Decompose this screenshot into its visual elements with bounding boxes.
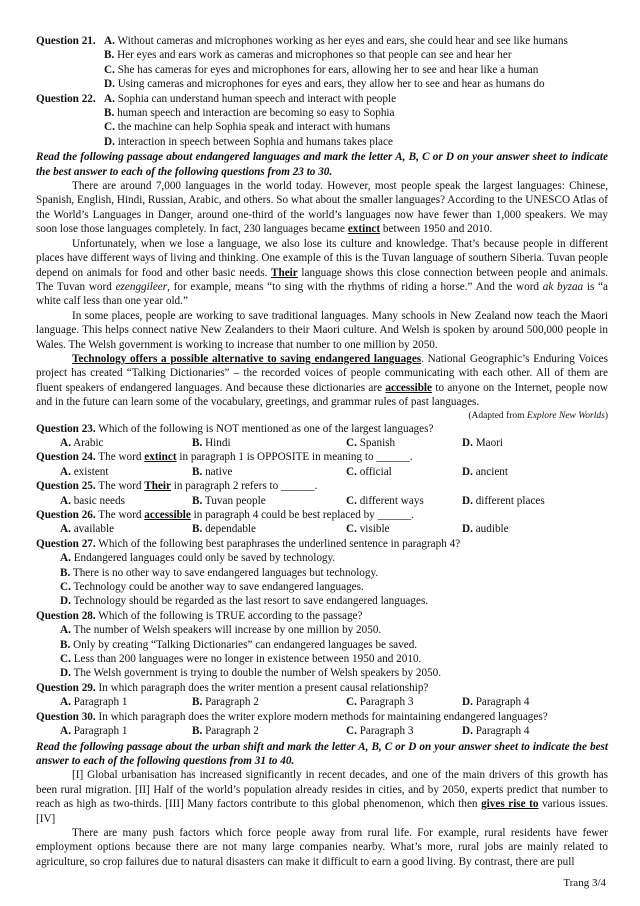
section-instruction: Read the following passage about endangered languages and mark the letter A, B, C or D on your answer sheet to indicate the best answer to each of the following questions from 23 to 30. [36, 151, 608, 178]
question-29: Question 29. In which paragraph does the writer mention a present causal relationship? A. Paragraph 1 B. Paragraph 2 C. Paragraph 3 D. Paragraph 4 [36, 681, 608, 710]
option: A. available [60, 523, 115, 536]
option: C. She has cameras for eyes and microphones for ears, allowing her to see and hear like a human [104, 63, 539, 76]
option: B. native [192, 465, 233, 478]
option: C. Technology could be another way to save endangered languages. [60, 581, 364, 594]
passage-paragraph-4: Technology offers a possible alternative to saving endangered languages. National Geographic’s Enduring Voices project has created “Talking Dictionaries” – the recorded voices of people communicating with each other. All of them are fluent speakers of endangered languages. And because these dictionaries are accessible to anyone on the Internet, people now and in the future can learn some of the vocabulary, greetings, and grammar rules of past languages. [36, 352, 608, 409]
question-options [36, 494, 608, 508]
option: D. Paragraph 4 [462, 725, 530, 738]
option: B. Paragraph 2 [192, 725, 259, 738]
question-26: Question 26. The word accessible in paragraph 4 could be best replaced by ______. A. available B. dependable C. visible D. audible [36, 508, 608, 537]
option: D. Maori [462, 436, 504, 449]
question-options [36, 695, 608, 709]
option: C. Paragraph 3 [346, 725, 414, 738]
question-options [104, 34, 608, 92]
question-label: Question 21. [36, 35, 96, 47]
question-options [36, 623, 608, 681]
passage-source: (Adapted from Explore New Worlds) [468, 410, 608, 421]
option: D. Using cameras and microphones for eyes and ears, they allow her to see and hear as humans do [104, 78, 545, 91]
question-28: Question 28. Which of the following is TRUE according to the passage? A. The number of Welsh speakers will increase by one million by 2050. B. Only by creating “Talking Dictionaries” can endangered languages be saved. C. Less than 200 languages were no longer in existence between 1950 and 2010. D. The Welsh government is trying to double the number of Welsh speakers by 2050. [36, 609, 608, 681]
question-options [104, 92, 608, 150]
option: B. There is no other way to save endangered languages but technology. [60, 566, 379, 579]
option: B. Hindi [192, 436, 231, 449]
question-30: Question 30. In which paragraph does the writer explore modern methods for maintaining endangered languages? A. Paragraph 1 B. Paragraph 2 C. Paragraph 3 D. Paragraph 4 [36, 710, 608, 739]
question-label: Question 22. [36, 92, 96, 105]
option: A. Endangered languages could only be saved by technology. [60, 552, 336, 565]
option: A. Paragraph 1 [60, 725, 128, 738]
option: A. Without cameras and microphones working as her eyes and ears, she could hear and see like humans [104, 35, 568, 47]
question-21 [36, 34, 608, 92]
question-options [36, 436, 608, 450]
option: D. Paragraph 4 [462, 696, 530, 709]
passage-paragraph-1: There are around 7,000 languages in the world today. However, most people speak the largest languages: Chinese, Spanish, English, Hindi, Russian, Arabic, and others. So what about the smaller languages? According to the UNESCO Atlas of the World’s Languages in Danger, around one-third of the world’s languages now have fewer than 1,000 speakers. We may soon lose those languages completely. In fact, 230 languages became extinct between 1950 and 2010. [36, 180, 608, 236]
exam-page [36, 34, 608, 869]
passage-paragraph-2: Unfortunately, when we lose a language, we also lose its culture and knowledge. That’s because people in different places have different ways of living and thinking. One example of this is the Tuvan language of southern Siberia. Tuvan people depend on animals for food and other basic needs. Their language shows this close connection between people and animals. The Tuvan word ezenggileer, for example, means “to sing with the rhythms of riding a horse.” And the word ak byzaa is “a white calf less than one year old.” [36, 237, 608, 308]
option: D. different places [462, 494, 545, 507]
question-options [36, 724, 608, 738]
option: B. human speech and interaction are becoming so easy to Sophia [104, 107, 395, 120]
option: B. dependable [192, 523, 257, 536]
option: C. Paragraph 3 [346, 696, 414, 709]
option: B. Tuvan people [192, 494, 266, 507]
passage-paragraph-2: There are many push factors which force people away from rural life. For example, rural residents have fewer employment options because there are not many large companies nearby. What’s more, rural jobs are mainly related to agriculture, so crop failures due to natural disasters can make it difficult to earn a good living. By contrast, there are pull [36, 826, 608, 868]
question-25: Question 25. The word Their in paragraph 2 refers to ______. A. basic needs B. Tuvan people C. different ways D. different places [36, 479, 608, 508]
option: A. Sophia can understand human speech and interact with people [104, 92, 397, 105]
option: D. ancient [462, 465, 508, 478]
question-22 [36, 92, 608, 150]
option: A. existent [60, 465, 109, 478]
option: B. Only by creating “Talking Dictionaries” can endangered languages be saved. [60, 638, 418, 651]
question-27: Question 27. Which of the following best paraphrases the underlined sentence in paragraph 4? A. Endangered languages could only be saved by technology. B. There is no other way to save endangered languages but technology. C. Technology could be another way to save endangered languages. D. Technology should be regarded as the last resort to save endangered languages. [36, 537, 608, 609]
option: D. interaction in speech between Sophia and humans takes place [104, 135, 393, 148]
option: A. Paragraph 1 [60, 696, 128, 709]
option: B. Her eyes and ears work as cameras and microphones so that people can see and hear her [104, 49, 512, 62]
option: C. different ways [346, 494, 424, 507]
option: D. Technology should be regarded as the last resort to save endangered languages. [60, 595, 429, 608]
option: D. audible [462, 523, 509, 536]
option: C. Spanish [346, 436, 396, 449]
question-options [36, 522, 608, 536]
option: D. The Welsh government is trying to double the number of Welsh speakers by 2050. [60, 667, 442, 680]
passage-paragraph-1: [I] Global urbanisation has increased significantly in recent decades, and one of the main drivers of this growth has been rural migration. [II] Half of the world’s population already resides in cities, and by 2050, experts predict that number to reach as high as two-thirds. [III] Many factors contribute to this global phenomenon, which then gives rise to various issues. [IV] [36, 769, 609, 825]
option: C. the machine can help Sophia speak and interact with humans [104, 121, 391, 134]
option: C. visible [346, 523, 390, 536]
option: B. Paragraph 2 [192, 696, 259, 709]
question-24: Question 24. The word extinct in paragraph 1 is OPPOSITE in meaning to ______. A. existent B. native C. official D. ancient [36, 450, 608, 479]
section-instruction: Read the following passage about the urban shift and mark the letter A, B, C or D on your answer sheet to indicate the best answer to each of the following questions from 31 to 40. [36, 740, 608, 767]
question-options [36, 465, 608, 479]
option: C. official [346, 465, 392, 478]
page-number: Trang 3/4 [563, 876, 606, 889]
option: A. Arabic [60, 436, 104, 449]
passage-paragraph-3: In some places, people are working to save traditional languages. Many schools in New Zealand now teach the Maori language. This helps connect native New Zealanders to their Maori culture. And Welsh is spoken by around 500,000 people in Wales. The Welsh government is working to increase that number to one million by 2050. [36, 309, 608, 351]
option: C. Less than 200 languages were no longer in existence between 1950 and 2010. [60, 653, 422, 666]
option: A. basic needs [60, 494, 125, 507]
option: A. The number of Welsh speakers will increase by one million by 2050. [60, 624, 382, 637]
question-23: Question 23. Which of the following is NOT mentioned as one of the largest languages? A. Arabic B. Hindi C. Spanish D. Maori [36, 422, 608, 451]
question-options [36, 551, 608, 609]
